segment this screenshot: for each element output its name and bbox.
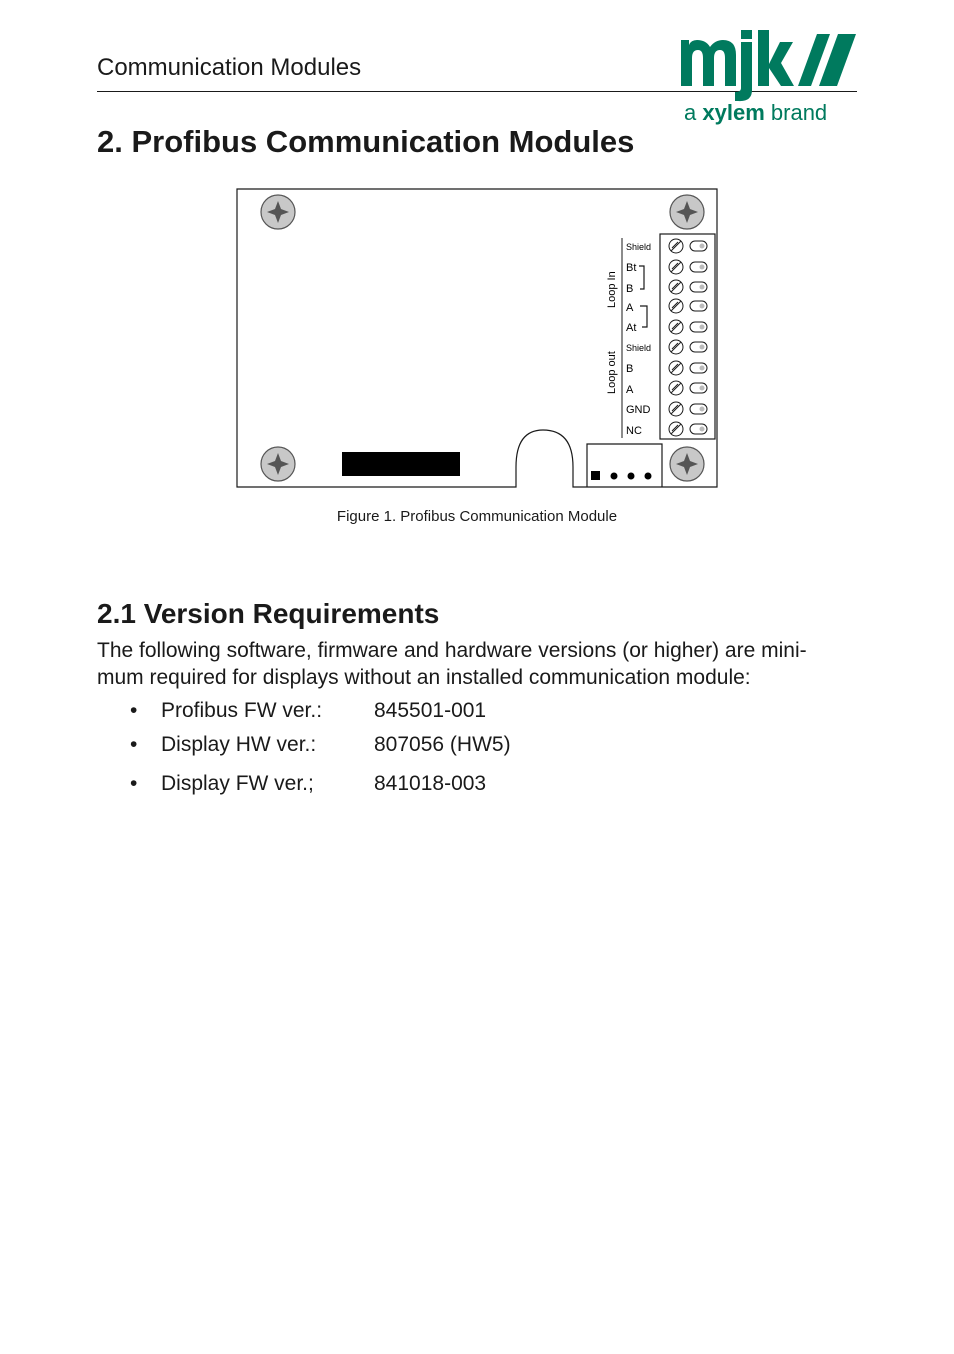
bt-b-bracket [639,266,644,289]
terminal-label: B [626,363,634,375]
version-label: Profibus FW ver.: [161,699,323,722]
connector-block [342,452,460,476]
logo-tagline-brand: xylem [702,100,765,125]
subsection-heading: 2.1 Version Requirements [97,598,440,629]
version-value: 845501-001 [374,699,487,722]
figure-caption: Figure 1. Profibus Communication Module [336,508,618,525]
logo-tagline [684,99,827,127]
logo-tagline-prefix: a [684,100,697,125]
jumper-header [591,471,652,480]
intro-line: mum required for displays without an installed communication module: [97,666,751,689]
terminal-label: NC [626,425,642,437]
terminal-label: GND [626,404,651,416]
bullet: • [130,699,138,722]
mounting-hole-bottom-left [261,447,295,481]
intro-paragraph [97,637,857,691]
terminal-label: A [626,384,634,396]
terminal-label: B [626,283,634,295]
intro-line: The following software, firmware and hardware versions (or higher) are mini- [97,639,807,662]
board-outline [237,189,717,487]
terminal-label: At [626,322,637,334]
bullet: • [130,772,138,795]
mounting-hole-bottom-right [670,447,704,481]
terminal-label: A [626,302,634,314]
running-header: Communication Modules [97,54,362,81]
loop-out-label: Loop out [606,351,618,394]
terminal-label: Shield [626,343,652,353]
section-heading: 2. Profibus Communication Modules [97,124,635,159]
version-value: 807056 (HW5) [374,733,511,756]
version-label: Display HW ver.: [161,733,317,756]
mounting-hole-top-left [261,195,295,229]
profibus-module-diagram [236,188,718,488]
bullet: • [130,733,138,756]
terminal-label: Shield [626,242,652,252]
version-value: 841018-003 [374,772,487,795]
a-at-bracket [640,306,647,327]
loop-in-label: Loop In [606,271,618,308]
logo-tagline-suffix: brand [770,100,828,125]
terminal-label: Bt [626,262,637,274]
version-label: Display FW ver.; [161,772,314,795]
mounting-hole-top-right [670,195,704,229]
